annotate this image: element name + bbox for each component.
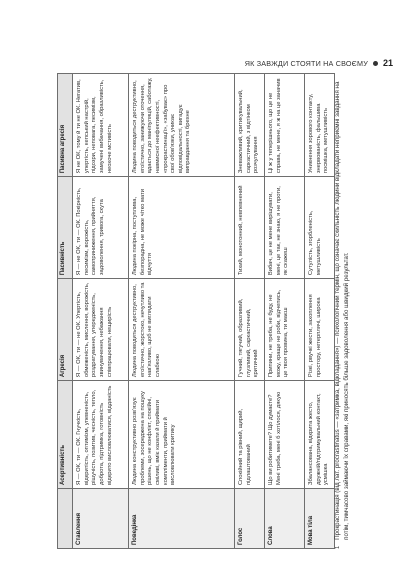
table-row <box>305 74 335 549</box>
column-header-assertiveness: Асертивність <box>58 381 73 489</box>
running-head-title: ЯК ЗАВЖДИ СТОЯТИ НА СВОЄМУ <box>244 58 368 68</box>
table-cell: Гучний, тягучий, образливий, глузливий, саркастичний, критичний <box>235 279 265 381</box>
table-cell: Спокійний та рівний, щирий, підлаштований <box>235 381 265 489</box>
table-corner-cell <box>58 489 73 549</box>
page-number: 21 <box>382 58 393 68</box>
table-cell: Я — ОК, ти — не ОК. Упертість, обмеженість, мислення, ворожість, роздратування, упередженість, звинувачення, небажання співпрацювати, нещирість <box>73 279 129 381</box>
table-cell: Людина поводиться деструктивно, егоїстично, жорстоко, нечутливо та нав'язливо, щоб не виглядати слабкою <box>129 279 235 381</box>
comparison-table <box>57 73 335 549</box>
table-cell: Ці ж у теперішнього, що це не справа, не мене, я ж на це заначив <box>265 74 305 177</box>
column-header-passive-aggression: Пасивна агресія <box>58 74 73 177</box>
table-cell: Я — не ОК, ти — ОК. Покірність, песимізм, ворожість, самоприниження, прийняття, задоволення, тривога, скута <box>73 177 129 279</box>
table-cell: Вибач, це не мене вирішувати, мені, це так, не знаю, я не проти, як скажеш <box>265 177 305 279</box>
table-cell: Сутулість, згорбленість, метушливість <box>305 177 335 279</box>
row-header-voice: Голос <box>235 489 265 549</box>
column-header-passivity: Пасивність <box>58 177 73 279</box>
row-header-attitude: Ставлення <box>73 489 129 549</box>
table-row <box>235 74 265 549</box>
table-cell: Людина конструктивно розв'язує проблеми, зосереджена на пошуку рішень, що не конфлікт, спокійні, сміливі, вміє казати й приймати компліменти, приймати й висловлювати критику <box>129 381 235 489</box>
table-cell: Людина поводиться деструктивно, егоїстично, занижуючи оточення, вдається до маніпуляцій, саботажу, навмисної неефективності, «прокрастинації», «забуває» про свої обов'язки, уникає відповідальності, вигадує виправдання та брехне <box>129 74 235 177</box>
footnote-container <box>334 73 374 549</box>
table-row <box>129 74 235 549</box>
footnote-marker: 1 <box>335 545 341 549</box>
table-cell: Тихий, монотонний, невпевнений <box>235 177 265 279</box>
column-header-aggression: Агресія <box>58 279 73 381</box>
table-cell: Збалансована, відкрита жесто, дружній/підтримувальний контакт, усмішка <box>305 381 335 489</box>
footnote-text: Прокрастинація (від лат. procrastinatus — «затримка, відкладання») — психологічний термін, що означає схильність людини відкладати неприємні завдання на потім, тимчасово займаючи їх справами, які приносять більше задоволення або швидкий результат. <box>334 81 350 540</box>
table-row <box>73 74 129 549</box>
table-cell: Зневажливий, критикувальний, саркастичний, з відтінком розчулування <box>235 74 265 177</box>
table-cell: Уникнення зорового контакту, знервованість, фальшива посмішка, метушливість <box>305 74 335 177</box>
footnote <box>334 73 352 549</box>
running-head <box>245 58 393 68</box>
table-row <box>265 74 305 549</box>
table-cell: Що ви робитимете? Що думаєте? Мені треба, мені б хотілося, дякую <box>265 381 305 489</box>
table-cell: Людина покірна, поступлива, безпорадна, не може чітко мати відчуття <box>129 177 235 279</box>
table-cell: Різкі, рвучкі жести, захоплення простору, нетерплячі, широка <box>305 279 335 381</box>
row-header-behavior: Поведінка <box>129 489 235 549</box>
table-header-row <box>58 74 73 549</box>
table-cell: Припини, не треба, не буду, не можу, краще не роби, відчепись, це твоя провина, ти маєш <box>265 279 305 381</box>
comparison-table-container <box>57 73 329 549</box>
bullet-dot-icon <box>373 61 378 66</box>
row-header-words: Слова <box>265 489 305 549</box>
row-header-body-language: Мова тіла <box>305 489 335 549</box>
table-cell: Я — ОК, ти — ОК. Гнучкість, відкритість, оптимізм, упевненість, рішучість, позитив, чесність, тепло, доброта, підтримка, готовність відкрито висловлюватися, відданість <box>73 381 129 489</box>
table-cell: Я не ОК, тому й ти не ОК. Негатив, упертість, кепський настрій, підозри, неповага, песимізм, замучені вибачання, образливість, неохоче мстивість <box>73 74 129 177</box>
